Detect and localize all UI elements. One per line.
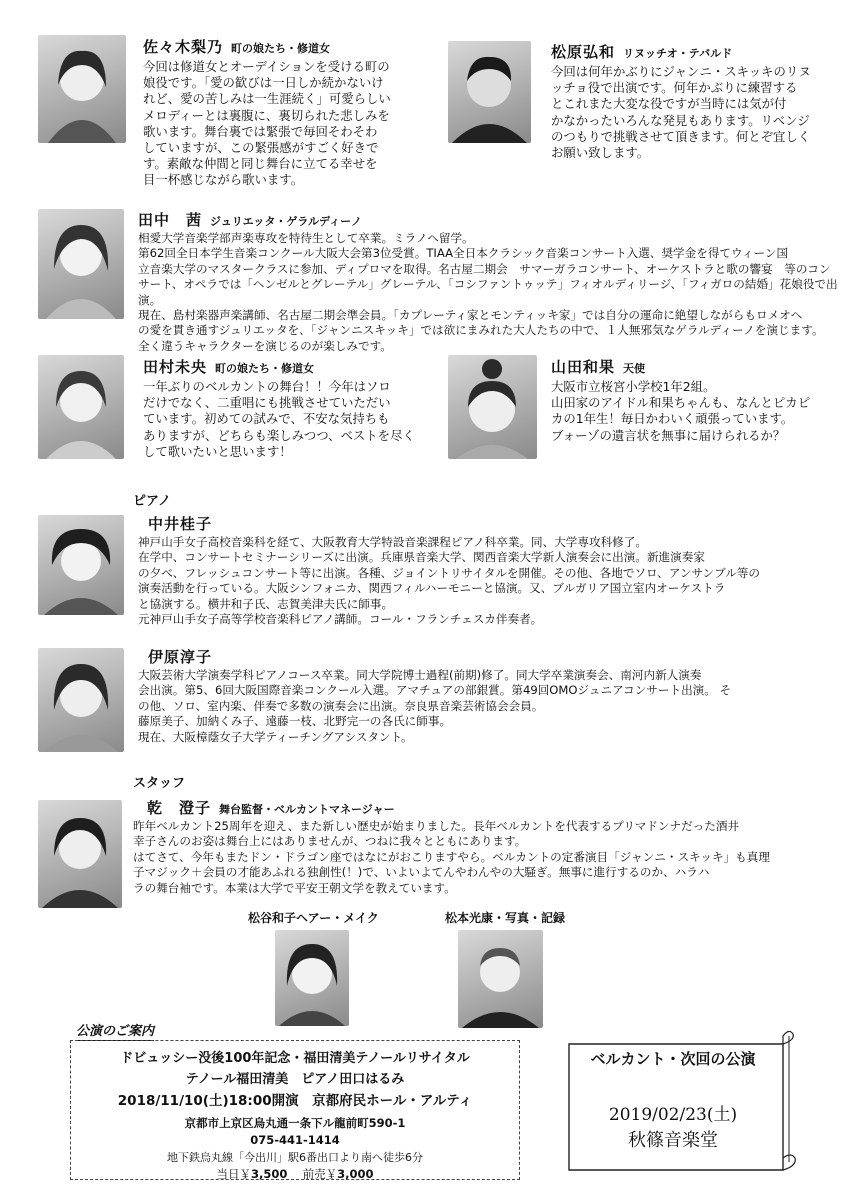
name-yamada: 山田和果	[551, 358, 616, 376]
name-matsubara: 松原弘和	[551, 43, 616, 61]
bio-nakai: 神戸山手女子高校音楽科を経て、大阪教育大学特設音楽課程ピアノ科卒業。同、大学専攻科修了。 在学中、コンサートセミナーシリーズに出演。兵庫県音楽大学、関西音楽大学新人演奏会に出演。新進演奏家 の夕べ、フレッシュコンサート等に出演。各種、ジョイントリサイタルを開催。その他、各地でソロ、アンサンブル等の 演奏活動を行っている。大阪シンフォニカ、関西フィルハーモニーと協演。又、ブルガリア国立室内オーケストラ と協演する。横井和子氏、志賀美津夫氏に師事。 元神戸山手女子高等学校音楽科ピアノ講師。コール・フランチェスカ伴奏者。	[138, 535, 761, 627]
bio-ihara: 大阪芸術大学演奏学科ピアノコース卒業。同大学院博士過程(前期)修了。同大学卒業演奏会、南河内新人演奏 会出演。第5、6回大阪国際音楽コンクール入選。アマチュアの部銀賞。第49回OMOジュニアコンサート出演。 そ の他、ソロ、室内楽、伴奏で多数の演奏会に出演。奈良県音楽芸術協会会員。 藤原美子、加納くみ子、遠藤一枝、北野完一の各氏に師事。 現在、大阪樟蔭女子大学ティーチングアシスタント。	[138, 668, 732, 744]
next-date: 2019/02/23(土)	[608, 1105, 738, 1125]
role-inui: 舞台監督・ベルカントマネージャー	[219, 803, 395, 816]
concert-access: 地下鉄烏丸線「今出川」駅6番出口より南へ徒歩6分	[167, 1151, 423, 1164]
next-performance-scroll	[563, 1030, 803, 1180]
role-matsubara: リヌッチオ・テバルド	[623, 47, 733, 60]
guide-title: 公演のご案内	[76, 1020, 154, 1041]
role-sasaki: 町の娘たち・修道女	[231, 42, 331, 55]
photo-sasaki	[38, 35, 126, 143]
next-title: ベルカント・次回の公演	[590, 1050, 756, 1068]
photo-nakai	[38, 515, 124, 615]
name-tanaka: 田中 茜	[138, 211, 203, 229]
concert-phone: 075-441-1414	[250, 1133, 340, 1147]
section-staff: スタッフ	[133, 776, 186, 791]
role-tanaka: ジュリエッタ・ゲラルディーノ	[210, 215, 362, 228]
bio-inui: 昨年ベルカント25周年を迎え、また新しい歴史が始まりました。長年ベルカントを代表するプリマドンナだった酒井 幸子さんのお姿は舞台上にはありませんが、つねに我々とともにあります。 はてさて、今年もまたドン・ドラゴン座ではなにがおこりますやら。ベルカントの定番演目「ジャンニ・スキッキ」も真理 子マジック＋会員の才能あふれる独創性(！)で、いよいよてんやわんやの大騒ぎ。無事に進行するのか、ハラハ ラの舞台袖です。本業は大学で平安王朝文学を教えています。	[133, 819, 770, 895]
price-door-label: 当日￥	[216, 1167, 252, 1181]
profile-matsubara	[551, 41, 841, 161]
photo-matsutani	[275, 930, 349, 1026]
bio-tanaka: 相愛大学音楽学部声楽専攻を特待生として卒業。ミラノへ留学。 第62回全日本学生音楽コンクール大阪大会第3位受賞。TIAA全日本クラシック音楽コンサート入選、奨学金を得てウィーン国 立音楽大学のマスタークラスに参加、ディプロマを取得。名古屋二期会 サマーガラコンサート、オーケストラと歌の響宴 等のコン サート、オペラでは「ヘンゼルとグレーテル」グレーテル、「コシファントゥッテ」フィオルディリージ、「フィガロの結婚」花娘役で出演。 現在、島村楽器声楽講師、名古屋二期会準会員。「カプレーティ家とモンティッキ家」では自分の運命に絶望しながらもロメオへ の愛を貫き通すジュリエッタを、「ジャンニスキッキ」では欲にまみれた大人たちの中で、１人無邪気なゲラルディーノを演じます。 全く違うキャラクターを演じるのが楽しみです。	[138, 231, 838, 353]
profile-ihara	[138, 646, 838, 745]
section-piano: ピアノ	[133, 494, 171, 509]
price-advance: 3,000	[337, 1167, 374, 1181]
concert-info-box	[70, 1040, 520, 1180]
bio-sasaki: 今回は修道女とオーデイションを受ける町の 娘役です。「愛の歓びは一日しか続かないけ れど、愛の苦しみは一生涯続く」可愛らしい メロディーとは裏腹に、裏切られた悲しみを 歌います。舞台裏では緊張で毎回そわそわ していますが、この緊張感がすごく好きで す。素敵な仲間と同じ舞台に立てる幸せを 目一杯感じながら歌います。	[143, 59, 391, 188]
concert-address: 京都市上京区烏丸通一条下ル龍前町590-1	[184, 1116, 406, 1130]
concert-datetime: 2018/11/10(土)18:00開演 京都府民ホール・アルティ	[117, 1093, 473, 1109]
profile-tamura	[143, 356, 443, 460]
concert-performers: テノール福田清美 ピアノ田口はるみ	[185, 1072, 405, 1087]
photo-matsumoto	[458, 930, 543, 1028]
profile-inui	[133, 797, 838, 896]
role-tamura: 町の娘たち・修道女	[215, 362, 315, 375]
profile-sasaki	[143, 36, 443, 189]
bio-matsubara: 今回は何年かぶりにジャンニ・スキッキのリヌ ッチョ役で出演です。何年かぶりに練習する とこれまた大変な役ですが当時には気が付 かなかったいろんな発見もあります。リベンジ のつもりで挑戦させて頂きます。何とぞ宜しく お願い致します。	[551, 64, 811, 161]
name-tamura: 田村未央	[143, 358, 208, 376]
caption-matsutani: 松谷和子ヘアー・メイク	[248, 911, 379, 925]
profile-tanaka	[138, 209, 838, 354]
name-inui: 乾 澄子	[147, 799, 212, 817]
concert-title: ドビュッシー没後100年記念・福田清美テノールリサイタル	[120, 1051, 470, 1066]
price-door: 3,500	[251, 1167, 288, 1181]
photo-tamura	[38, 355, 124, 459]
photo-matsubara	[448, 41, 531, 143]
name-sasaki: 佐々木梨乃	[143, 38, 224, 56]
next-venue: 秋篠音楽堂	[628, 1130, 718, 1151]
bio-tamura: 一年ぶりのベルカントの舞台！！今年はソロ だけでなく、二重唱にも挑戦させていただい ています。初めての試みで、不安な気持ちも ありますが、どちらも楽しみつつ、ベストを尽く して歌いたいと思います！	[143, 379, 415, 459]
concert-prices	[71, 1166, 519, 1182]
photo-tanaka	[38, 209, 124, 319]
photo-yamada	[448, 355, 537, 459]
price-advance-label: 前売￥	[302, 1167, 338, 1181]
bio-yamada: 大阪市立桜宮小学校1年2組。 山田家のアイドル和果ちゃんも、なんとピカピ カの1年生！毎日かわいく頑張っています。 ブォーゾの遺言状を無事に届けられるか？	[551, 379, 811, 443]
profile-nakai	[138, 513, 838, 627]
role-yamada: 天使	[623, 362, 646, 375]
name-nakai: 中井桂子	[148, 515, 213, 533]
profile-yamada	[551, 356, 841, 444]
photo-ihara	[38, 648, 124, 752]
caption-matsumoto: 松本光康・写真・記録	[445, 911, 566, 925]
name-ihara: 伊原淳子	[148, 648, 213, 666]
photo-inui	[38, 800, 122, 908]
